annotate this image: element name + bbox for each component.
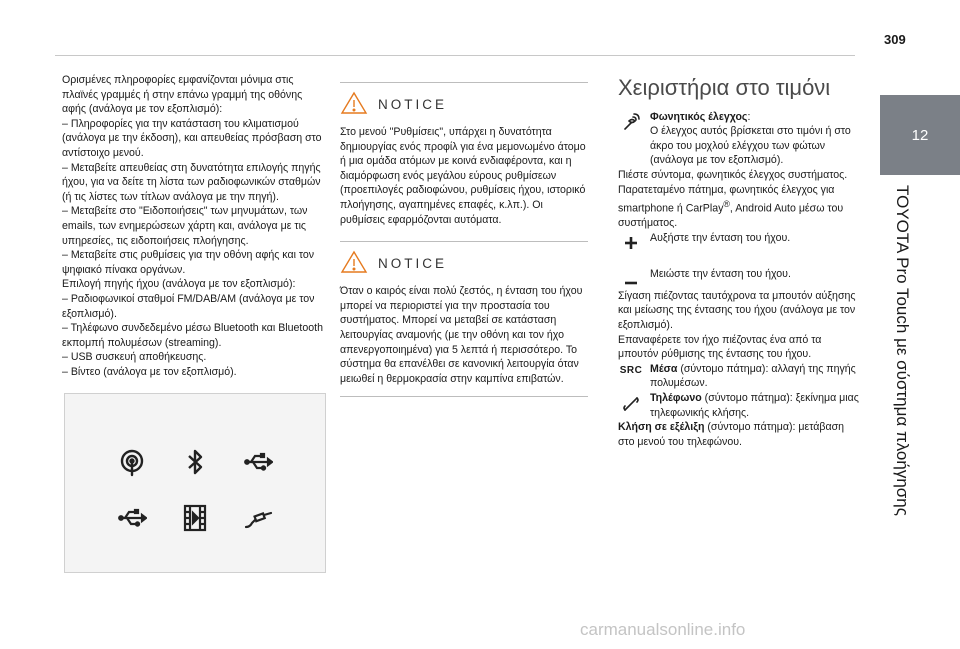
list-item: – Μεταβείτε απευθείας στη δυνατότητα επιλογής πηγής ήχου, για να δείτε τη λίστα των ραδιοφωνικών σταθμών (ή τις λίστες των τίτλων ανάλογα με την πηγή). (62, 161, 321, 203)
plus-icon (618, 231, 644, 253)
voice-short-press: Πιέστε σύντομα, φωνητικός έλεγχος συστήματος. (618, 168, 848, 181)
list-item: – Βίντεο (ανάλογα με τον εξοπλισμό). (62, 365, 237, 378)
volume-down-text: Μειώστε την ένταση του ήχου. (650, 267, 791, 280)
intro-paragraph: Ορισμένες πληροφορίες εμφανίζονται μόνιμα στις πλαϊνές γραμμές ή στην επάνω γραμμή της οθόνης αφής (ανάλογα με τον εξοπλισμό): (62, 74, 303, 116)
radio-icon (103, 440, 161, 484)
voice-long-press: Παρατεταμένο πάτημα, φωνητικός έλεγχος για smartphone ή CarPlay®, Android Auto μέσω του συστήματος. (618, 183, 844, 230)
notices-column (340, 82, 588, 397)
phone-text: (σύντομο πάτημα): ξεκίνημα μιας τηλεφωνικής κλήσης. (650, 392, 859, 419)
bluetooth-icon (166, 440, 224, 484)
call-in-progress-text: (σύντομο πάτημα): μετάβαση στο μενού του τηλεφώνου. (618, 421, 845, 448)
list-item: – Ραδιοφωνικοί σταθμοί FM/DAB/AM (ανάλογα με τον εξοπλισμό). (62, 292, 315, 320)
audio-source-heading: Επιλογή πηγής ήχου (ανάλογα με τον εξοπλισμό): (62, 278, 296, 291)
aux-cable-icon (229, 496, 287, 540)
voice-command-icon (618, 110, 644, 168)
notice-label: NOTICE (378, 96, 448, 112)
list-item: – USB συσκευή αποθήκευσης. (62, 351, 207, 364)
page-number: 309 (884, 32, 906, 47)
usb-icon (103, 496, 161, 540)
call-in-progress-label: Κλήση σε εξέλιξη (618, 421, 705, 434)
list-item: – Μεταβείτε στο "Ειδοποιήσεις" των μηνυμάτων, των emails, των ενημερώσεων χάρτη και, ανάλογα με τις υπηρεσίες, τις ειδοποιήσεις πλοήγησης. (62, 205, 308, 247)
usb-icon (229, 440, 287, 484)
video-icon (166, 496, 224, 540)
warning-icon (340, 250, 368, 279)
notice-label: NOTICE (378, 255, 448, 271)
section-title: Χειριστήρια στο τιμόνι (618, 75, 831, 100)
mute-text: Σίγαση πιέζοντας ταυτόχρονα τα μπουτόν αύξησης και μείωσης της έντασης του ήχου (ανάλογα με τον εξοπλισμό). (618, 289, 856, 332)
watermark: carmanualsonline.info (580, 620, 746, 639)
header-rule (55, 55, 855, 56)
unmute-text: Επαναφέρετε τον ήχο πιέζοντας ένα από τα μπουτόν ρύθμισης της έντασης του ήχου. (618, 333, 822, 361)
audio-source-illustration (64, 393, 326, 573)
volume-up-entry (618, 231, 863, 253)
voice-control-heading: Φωνητικός έλεγχος (650, 110, 748, 123)
list-item: – Πληροφορίες για την κατάσταση του κλιματισμού (ανάλογα με την έκδοση), και απευθείας πρόσβαση στο αντίστοιχο μενού. (62, 117, 322, 159)
media-label: Μέσα (650, 362, 678, 375)
warning-icon (340, 91, 368, 120)
notice-text: Στο μενού "Ρυθμίσεις", υπάρχει η δυνατότητα δημιουργίας ενός προφίλ για ένα μεμονωμένο άτομο ή μια ομάδα ατόμων με κοινά ενδιαφέροντα, και η διαμόρφωση ενός μεγάλου εύρους ρυθμίσεων (προεπιλογές ραδιοφώνου, ρυθμίσεις ήχου, ιστορικό πλοήγησης, αγαπημένες επαφές, κ.λπ.). Οι ρυθμίσεις εφαρμόζονται αυτόματα. (340, 126, 586, 226)
src-entry (618, 362, 863, 391)
intro-column (62, 73, 327, 379)
voice-control-description: Ο έλεγχος αυτός βρίσκεται στο τιμόνι ή στο άκρο του μοχλού ελέγχου των φώτων (ανάλογα με τον εξοπλισμό). (650, 125, 851, 167)
steering-controls-column (618, 75, 863, 449)
phone-label: Τηλέφωνο (650, 392, 702, 405)
voice-control-entry (618, 110, 863, 168)
notice-box (340, 82, 588, 227)
notice-box (340, 241, 588, 397)
list-item: – Μεταβείτε στις ρυθμίσεις για την οθόνη αφής και τον ψηφιακό πίνακα οργάνων. (62, 249, 315, 276)
chapter-title: TOYOTA Pro Touch με σύστημα πλοήγησης (893, 185, 912, 516)
src-label: SRC (619, 364, 643, 376)
chapter-tab[interactable]: 12 (880, 95, 960, 175)
list-item: – Τηλέφωνο συνδεδεμένο μέσω Bluetooth και Bluetooth εκπομπή πολυμέσων (streaming). (62, 322, 323, 349)
notice-text: Όταν ο καιρός είναι πολύ ζεστός, η ένταση του ήχου μπορεί να περιοριστεί για την προστασία του συστήματος. Μπορεί να μεταβεί σε κατάσταση λειτουργίας αναμονής (με την οθόνη και τον ήχο απενεργοποιημένα) για 5 λεπτά ή περισσότερο. Το σύστημα θα επανέλθει σε κανονική λειτουργία όταν μειωθεί η θερμοκρασία στην καμπίνα επιβατών. (340, 285, 583, 385)
media-text: (σύντομο πάτημα): αλλαγή της πηγής πολυμέσων. (650, 362, 856, 390)
volume-up-text: Αυξήστε την ένταση του ήχου. (650, 231, 791, 244)
phone-icon (618, 391, 644, 420)
volume-down-entry (618, 267, 863, 289)
minus-icon (618, 267, 644, 289)
phone-entry (618, 391, 863, 420)
voice-control-colon: : (747, 110, 751, 123)
